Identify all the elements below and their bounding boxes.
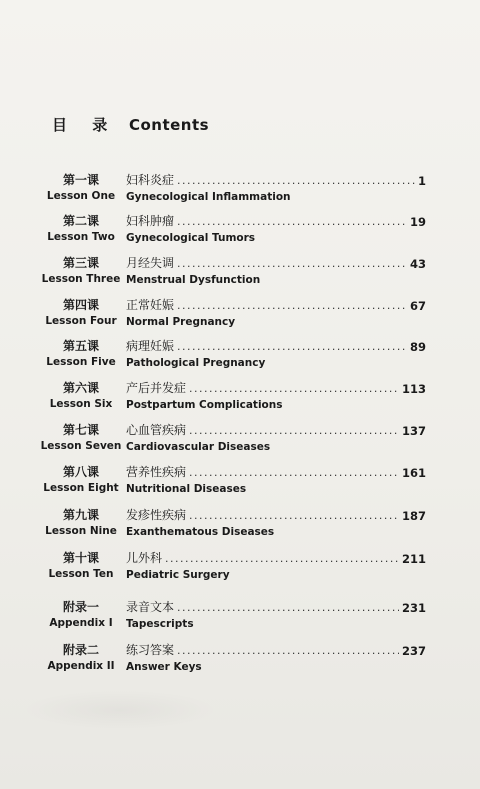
entry-title-zh: 录音文本 (126, 600, 175, 614)
entry-label-zh: 第三课 (62, 256, 99, 270)
entry-title-zh: 妇科炎症 (126, 173, 175, 187)
entry-leader-line (126, 549, 426, 566)
dot-leader (165, 553, 399, 566)
entry-label-en: Lesson Four (45, 315, 117, 327)
entry-label-zh: 第四课 (62, 298, 99, 312)
entry-page-number: 113 (401, 382, 426, 396)
entry-page-number: 43 (409, 257, 426, 271)
entry-title-zh: 儿外科 (126, 551, 163, 565)
entry-label-zh: 第五课 (62, 339, 99, 353)
entry-leader-line (126, 641, 426, 658)
entry-page-number: 231 (401, 601, 426, 615)
entry-page-number: 137 (401, 424, 426, 438)
dot-leader (177, 175, 415, 188)
dot-leader (177, 645, 399, 658)
page-shadow (20, 690, 220, 730)
dot-leader (189, 383, 399, 396)
toc-entry-lesson-four[interactable] (0, 296, 480, 336)
entry-page-number: 161 (401, 466, 426, 480)
dot-leader (189, 510, 399, 523)
entry-title-en: Gynecological Inflammation (126, 191, 291, 203)
contents-heading (52, 114, 209, 135)
entry-label-en: Appendix I (49, 617, 113, 629)
entry-label-zh: 第十课 (62, 551, 99, 565)
toc-entry-lesson-five[interactable] (0, 337, 480, 377)
entry-leader-line (126, 337, 426, 354)
entry-leader-line (126, 421, 426, 438)
entry-title-zh: 病理妊娠 (126, 339, 175, 353)
dot-leader (177, 602, 399, 615)
entry-title-en: Postpartum Complications (126, 399, 283, 411)
entry-title-en: Cardiovascular Diseases (126, 441, 271, 453)
entry-title-en: Normal Pregnancy (126, 316, 236, 328)
entry-title-zh: 妇科肿瘤 (126, 214, 175, 228)
entry-label-en: Lesson Six (49, 398, 113, 410)
toc-entry-lesson-ten[interactable] (0, 549, 480, 589)
entry-title-en: Exanthematous Diseases (126, 526, 275, 538)
entry-title-en: Answer Keys (126, 661, 202, 673)
entry-page-number: 19 (409, 215, 426, 229)
entry-label-en: Lesson Five (46, 356, 116, 368)
toc-entry-appendix-one[interactable] (0, 598, 480, 638)
entry-leader-line (126, 506, 426, 523)
toc-entry-lesson-seven[interactable] (0, 421, 480, 461)
entry-label-zh: 附录二 (62, 643, 99, 657)
entry-title-zh: 练习答案 (126, 643, 175, 657)
entry-label-zh: 第一课 (62, 173, 99, 187)
entry-title-zh: 正常妊娠 (126, 298, 175, 312)
entry-title-en: Tapescripts (126, 618, 194, 630)
entry-title-zh: 月经失调 (126, 256, 175, 270)
dot-leader (177, 341, 407, 354)
entry-label-en: Lesson Nine (45, 525, 117, 537)
toc-entry-appendix-two[interactable] (0, 641, 480, 681)
contents-heading-zh: 目 录 (52, 116, 118, 134)
dot-leader (177, 216, 407, 229)
toc-entry-lesson-one[interactable] (0, 171, 480, 211)
entry-title-zh: 产后并发症 (126, 381, 187, 395)
toc-entry-lesson-three[interactable] (0, 254, 480, 294)
entry-leader-line (126, 212, 426, 229)
entry-label-zh: 第九课 (62, 508, 99, 522)
entry-title-en: Nutritional Diseases (126, 483, 247, 495)
contents-heading-en: Contents (128, 116, 210, 134)
entry-page-number: 211 (401, 552, 426, 566)
entry-title-zh: 营养性疾病 (126, 465, 187, 479)
entry-title-en: Menstrual Dysfunction (126, 274, 261, 286)
entry-label-en: Lesson Ten (48, 568, 114, 580)
entry-label-en: Lesson Two (47, 231, 115, 243)
entry-title-en: Pathological Pregnancy (126, 357, 266, 369)
dot-leader (189, 467, 399, 480)
entry-leader-line (126, 254, 426, 271)
entry-label-en: Lesson Eight (43, 482, 119, 494)
entry-label-zh: 第二课 (62, 214, 99, 228)
entry-leader-line (126, 296, 426, 313)
entry-label-zh: 第七课 (62, 423, 99, 437)
entry-label-en: Lesson Seven (40, 440, 122, 452)
entry-title-en: Pediatric Surgery (126, 569, 230, 581)
toc-entry-lesson-two[interactable] (0, 212, 480, 252)
entry-page-number: 89 (409, 340, 426, 354)
entry-leader-line (126, 598, 426, 615)
entry-label-zh: 第八课 (62, 465, 99, 479)
toc-entry-lesson-eight[interactable] (0, 463, 480, 503)
entry-page-number: 187 (401, 509, 426, 523)
entry-leader-line (126, 171, 426, 188)
entry-label-en: Lesson Three (41, 273, 121, 285)
entry-label-zh: 第六课 (62, 381, 99, 395)
dot-leader (189, 425, 399, 438)
toc-entry-lesson-nine[interactable] (0, 506, 480, 546)
entry-label-en: Lesson One (46, 190, 116, 202)
entry-label-zh: 附录一 (62, 600, 99, 614)
entry-title-en: Gynecological Tumors (126, 232, 256, 244)
toc-entry-lesson-six[interactable] (0, 379, 480, 419)
entry-leader-line (126, 379, 426, 396)
entry-page-number: 237 (401, 644, 426, 658)
entry-page-number: 67 (409, 299, 426, 313)
dot-leader (177, 258, 407, 271)
entry-leader-line (126, 463, 426, 480)
entry-title-zh: 心血管疾病 (126, 423, 187, 437)
entry-title-zh: 发疹性疾病 (126, 508, 187, 522)
dot-leader (177, 300, 407, 313)
entry-page-number: 1 (417, 174, 426, 188)
entry-label-en: Appendix II (47, 660, 115, 672)
